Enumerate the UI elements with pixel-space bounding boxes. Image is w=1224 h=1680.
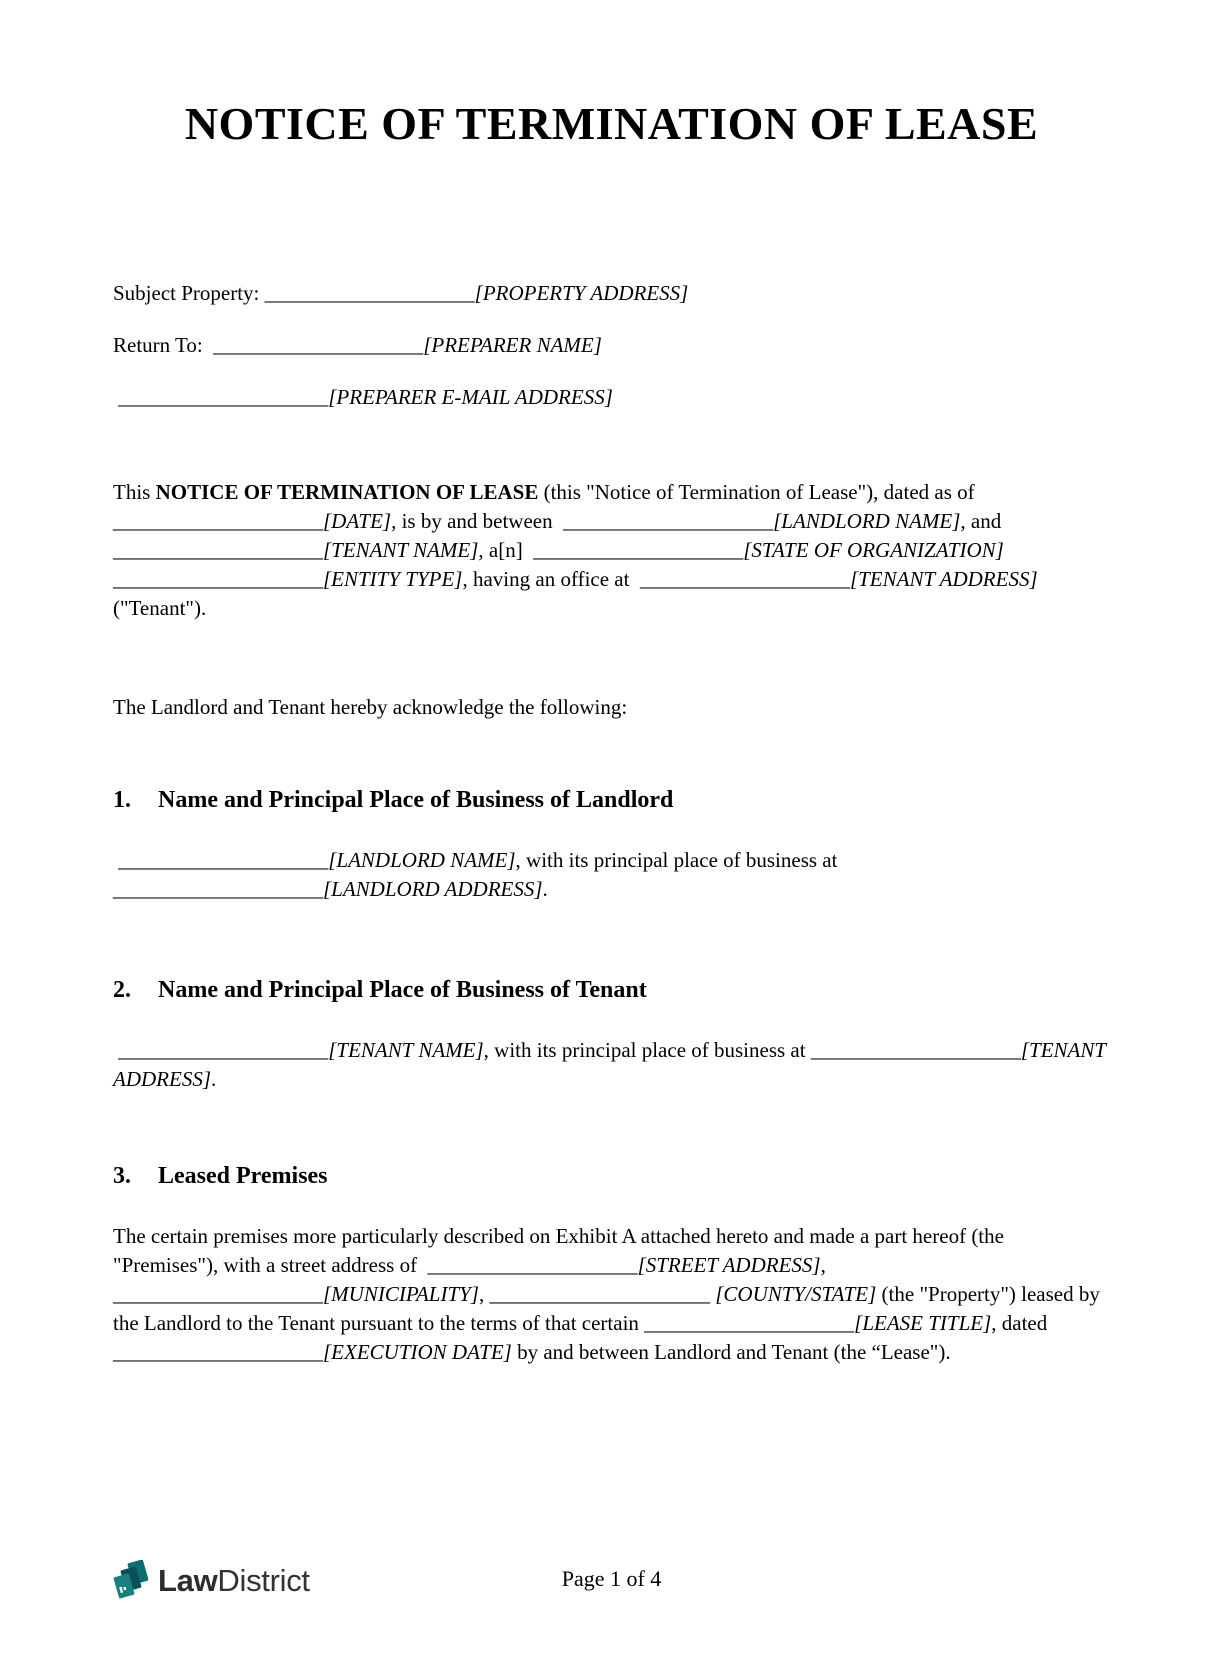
section-1-body: ____________________[LANDLORD NAME], with its principal place of business at ____________________[LANDLORD ADDRESS]. — [113, 848, 843, 902]
section-leased-premises — [113, 1162, 1110, 1367]
section-1-number: 1. — [113, 787, 131, 814]
section-landlord — [113, 786, 1110, 904]
section-2-heading-text: Name and Principal Place of Business of Tenant — [158, 977, 647, 1004]
document-title: NOTICE OF TERMINATION OF LEASE — [184, 98, 1039, 149]
subject-property-line: Subject Property: ____________________[PROPERTY ADDRESS] — [113, 281, 689, 306]
section-3-heading — [113, 1162, 1110, 1191]
header-fields — [113, 279, 1110, 412]
section-3-heading-text: Leased Premises — [158, 1163, 328, 1190]
section-tenant — [113, 976, 1110, 1094]
intro-paragraph: This NOTICE OF TERMINATION OF LEASE (this "Notice of Termination of Lease"), dated as of ____________________[DATE], is by and between ____________________[LANDLORD NAME], and ____________________[TENANT NAME], a[n] ____________________[STATE OF ORGANIZATION] ____________________[ENTITY TYPE], having an office at ____________________[TENANT ADDRESS] ("Tenant"). — [113, 480, 1043, 621]
section-1-heading-text: Name and Principal Place of Business of Landlord — [158, 787, 674, 814]
page-number-label: Page 1 of 4 — [561, 1566, 662, 1591]
section-2-body: ____________________[TENANT NAME], with its principal place of business at ____________________[TENANT ADDRESS]. — [113, 1038, 1111, 1092]
acknowledgement-line: The Landlord and Tenant hereby acknowledge the following: — [113, 695, 628, 720]
section-3-body: The certain premises more particularly described on Exhibit A attached hereto and made a part hereof (the "Premises"), with a street address of ____________________[STREET ADDRESS], ____________________[MUNICIPALITY], _____________________ [COUNTY/STATE] (the "Property") leased by the Landlord to the Tenant pursuant to the terms of that certain ____________________[LEASE TITLE], dated ____________________[EXECUTION DATE] by and between Landlord and Tenant (the “Lease"). — [113, 1224, 1106, 1365]
section-2-number: 2. — [113, 977, 131, 1004]
section-1-heading — [113, 786, 1110, 815]
return-to-line: Return To: ____________________[PREPARER NAME] — [113, 333, 602, 358]
page-footer — [113, 1558, 1110, 1606]
section-2-heading — [113, 976, 1110, 1005]
document-page — [0, 96, 1224, 1680]
brand-law-text: Law — [158, 1563, 218, 1598]
section-3-number: 3. — [113, 1163, 131, 1190]
preparer-email-line: ____________________[PREPARER E-MAIL ADDRESS] — [118, 385, 613, 410]
brand-district-text: District — [217, 1563, 310, 1598]
